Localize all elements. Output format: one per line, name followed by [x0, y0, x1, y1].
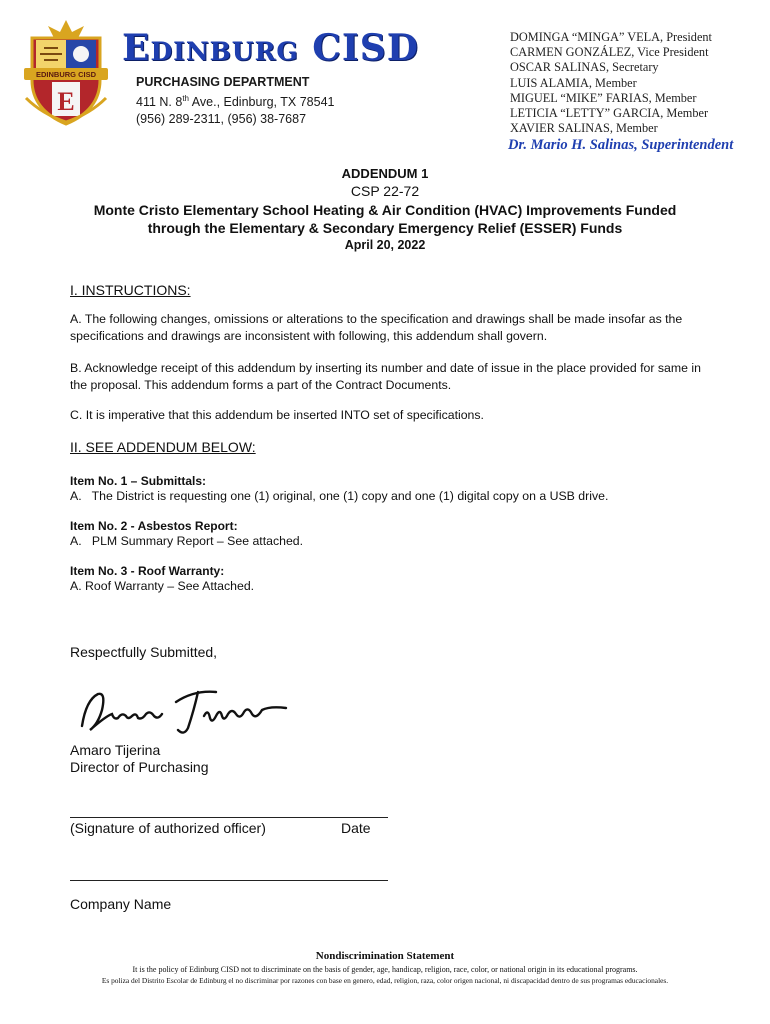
district-crest-icon — [22, 18, 110, 128]
board-member: CARMEN GONZÁLEZ, Vice President — [510, 45, 709, 60]
signer-title: Director of Purchasing — [70, 759, 209, 775]
item-3-text: A. Roof Warranty – See Attached. — [70, 579, 255, 593]
date-label: Date — [341, 820, 371, 836]
item-2-text: A. PLM Summary Report – See attached. — [70, 534, 304, 548]
board-member: LETICIA “LETTY” GARCIA, Member — [510, 106, 709, 121]
board-member: DOMINGA “MINGA” VELA, President — [510, 30, 712, 44]
item-1-heading: Item No. 1 – Submittals: — [70, 474, 207, 488]
title-line-2: through the Elementary & Secondary Emergency Relief (ESSER) Funds — [147, 220, 623, 236]
instruction-c: C. It is imperative that this addendum be inserted INTO set of specifications. — [70, 408, 484, 422]
superintendent: Dr. Mario H. Salinas, Superintendent — [508, 137, 734, 153]
instruction-a: A. The following changes, omissions or alterations to the specification and drawings shall be made insofar as the specifications and drawings are inconsistent with following, this addendum shall govern. — [70, 312, 683, 343]
department-address — [136, 94, 334, 109]
address-suffix: Ave., Edinburg, TX 78541 — [189, 95, 335, 110]
company-line — [70, 880, 388, 881]
item-3-heading: Item No. 3 - Roof Warranty: — [70, 564, 225, 578]
document-title — [0, 201, 770, 237]
svg-text:E: E — [57, 87, 75, 116]
board-member: MIGUEL “MIKE” FARIAS, Member — [510, 90, 697, 105]
instruction-b: B. Acknowledge receipt of this addendum by inserting its number and date of issue in the place provided for same in the proposal. This addendum forms a part of the Contract Documents. — [70, 361, 701, 392]
signer-name: Amaro Tijerina — [70, 742, 161, 758]
company-label: Company Name — [70, 896, 172, 912]
address-sup: th — [182, 94, 189, 103]
nondiscrimination-spanish: Es poliza del Distrito Escolar de Edinburg el no discriminar por razones con base en genero, edad, religion, raza, color origen nacional, ni discapacidad dentro de sus programas educacionales. — [101, 976, 669, 985]
addendum-number: ADDENDUM 1 — [341, 166, 429, 181]
handwritten-signature — [76, 680, 296, 740]
department-name: PURCHASING DEPARTMENT — [136, 75, 310, 89]
board-member: LUIS ALAMIA, Member — [510, 75, 637, 90]
csp-number: CSP 22-72 — [350, 183, 420, 199]
closing-phrase: Respectfully Submitted, — [70, 644, 218, 660]
nondiscrimination-title: Nondiscrimination Statement — [315, 950, 455, 962]
crest-text: EDINBURG CISD — [35, 70, 97, 79]
board-member: OSCAR SALINAS, Secretary — [510, 60, 659, 75]
board-member: XAVIER SALINAS, Member — [510, 121, 658, 136]
instructions-heading: I. INSTRUCTIONS: — [70, 282, 191, 298]
board-members — [510, 30, 712, 136]
item-2-heading: Item No. 2 - Asbestos Report: — [70, 519, 238, 533]
addendum-heading: II. SEE ADDENDUM BELOW: — [70, 439, 256, 455]
signature-line — [70, 817, 388, 818]
district-name: Edinburg CISD — [122, 27, 419, 69]
nondiscrimination-english: It is the policy of Edinburg CISD not to discriminate on the basis of gender, age, handicap, religion, race, color, or national origin in its educational programs. — [132, 965, 638, 974]
address-prefix: 411 N. 8 — [136, 95, 183, 110]
title-line-1: Monte Cristo Elementary School Heating & Air Condition (HVAC) Improvements Funded — [93, 202, 677, 218]
department-phone: (956) 289-2311, (956) 38-7687 — [136, 112, 307, 126]
item-1-text: A. The District is requesting one (1) original, one (1) copy and one (1) digital copy on a USB drive. — [70, 489, 609, 503]
document-date: April 20, 2022 — [344, 238, 426, 252]
signature-label: (Signature of authorized officer) — [70, 820, 266, 836]
